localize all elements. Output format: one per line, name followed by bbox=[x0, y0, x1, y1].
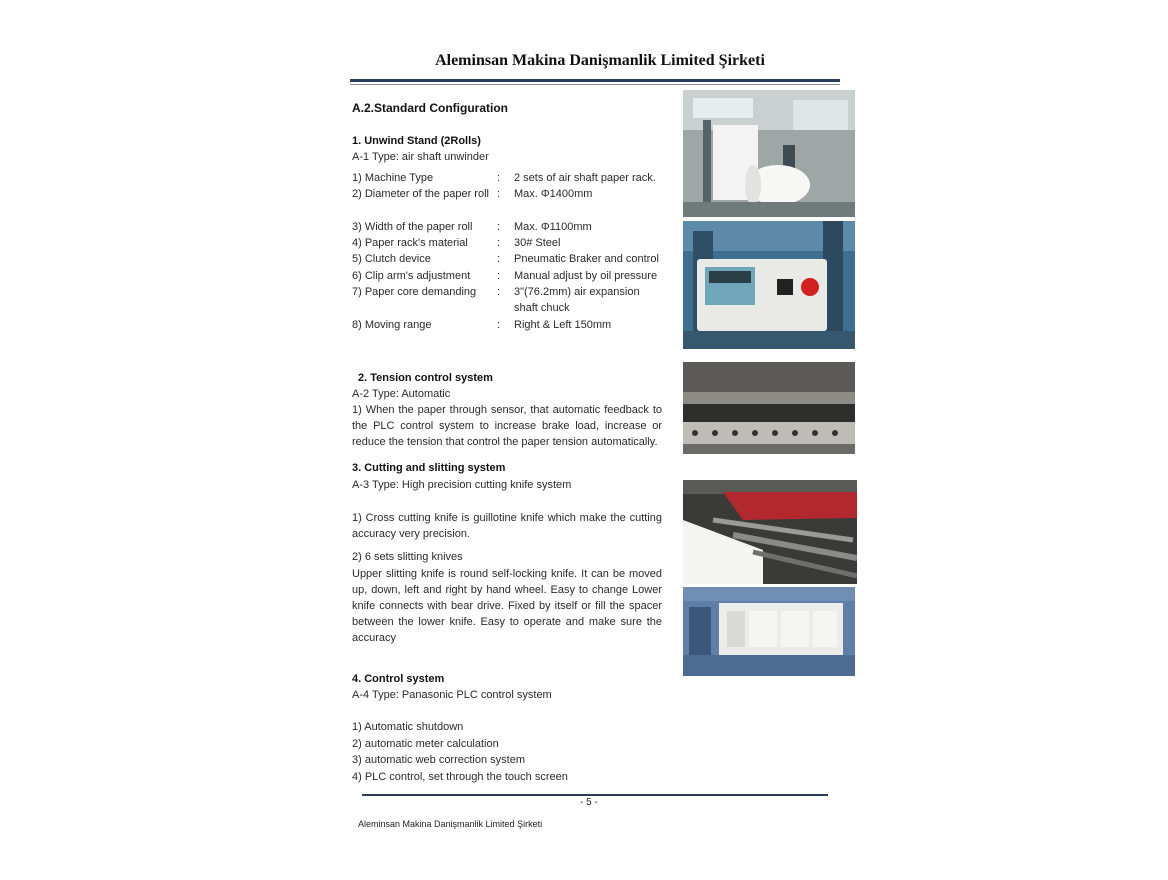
spec-label: 5) Clutch device bbox=[352, 253, 431, 265]
spec-value: Max. Φ1400mm bbox=[514, 188, 593, 200]
cutting-item2-text: Upper slitting knife is round self-locking knife. It can be moved up, down, left and right by hand wheel. Easy to change Lower knife connects with bear drive. Fixed by itself or fill the spacer between the lower knife. Easy to operate and make sure the accuracy bbox=[352, 568, 662, 644]
control-heading: 4. Control system bbox=[352, 673, 445, 685]
header-rule-thin bbox=[350, 84, 840, 85]
spec-label: 6) Clip arm's adjustment bbox=[352, 270, 471, 282]
control-item: 3) automatic web correction system bbox=[352, 754, 526, 766]
spec-label: 2) Diameter of the paper roll bbox=[352, 188, 489, 200]
control-item: 2) automatic meter calculation bbox=[352, 738, 499, 750]
tension-text: 1) When the paper through sensor, that automatic feedback to the PLC control system to increase brake load, increase or reduce the tension that control the paper tension automatically. bbox=[352, 404, 662, 448]
spec-colon: : bbox=[497, 286, 501, 298]
unwind-heading: 1. Unwind Stand (2Rolls) bbox=[352, 135, 481, 147]
spec-label: 4) Paper rack's material bbox=[352, 237, 468, 249]
tension-heading: 2. Tension control system bbox=[358, 372, 493, 384]
spec-colon: : bbox=[497, 319, 501, 331]
spec-colon: : bbox=[497, 221, 501, 233]
header-rule bbox=[350, 79, 840, 82]
factory-unwind-stand-photo bbox=[683, 90, 855, 217]
cutting-item2-title: 2) 6 sets slitting knives bbox=[352, 551, 463, 563]
spec-colon: : bbox=[497, 253, 501, 265]
perforated-knife-bar-photo bbox=[683, 362, 855, 454]
spec-colon: : bbox=[497, 188, 501, 200]
cutting-heading: 3. Cutting and slitting system bbox=[352, 462, 506, 474]
spec-colon: : bbox=[497, 172, 501, 184]
spec-value: 3"(76.2mm) air expansion shaft chuck bbox=[514, 286, 640, 314]
spec-colon: : bbox=[497, 237, 501, 249]
control-type: A-4 Type: Panasonic PLC control system bbox=[352, 689, 552, 701]
cutting-item1: 1) Cross cutting knife is guillotine knife which make the cutting accuracy very precision. bbox=[352, 512, 662, 540]
plc-module-photo bbox=[683, 587, 855, 676]
control-item: 1) Automatic shutdown bbox=[352, 721, 464, 733]
spec-label: 3) Width of the paper roll bbox=[352, 221, 473, 233]
company-header: Aleminsan Makina Danişmanlik Limited Şirketi bbox=[435, 52, 765, 69]
page-number: - 5 - bbox=[580, 797, 598, 808]
spec-label: 7) Paper core demanding bbox=[352, 286, 477, 298]
footer-company: Aleminsan Makina Danişmanlik Limited Şirketi bbox=[358, 819, 543, 829]
spec-value: 2 sets of air shaft paper rack. bbox=[514, 172, 656, 184]
spec-value: Max. Φ1100mm bbox=[514, 221, 592, 233]
control-item: 4) PLC control, set through the touch screen bbox=[352, 771, 568, 783]
spec-label: 1) Machine Type bbox=[352, 172, 434, 184]
footer-rule bbox=[362, 794, 828, 796]
cutting-type: A-3 Type: High precision cutting knife system bbox=[352, 479, 572, 491]
cutting-rollers-photo bbox=[683, 480, 857, 584]
spec-value: Right & Left 150mm bbox=[514, 319, 612, 331]
spec-colon: : bbox=[497, 270, 501, 282]
control-panel-photo bbox=[683, 221, 855, 349]
section-title: A.2.Standard Configuration bbox=[352, 101, 508, 115]
tension-type: A-2 Type: Automatic bbox=[352, 388, 451, 400]
spec-value: 30# Steel bbox=[514, 237, 561, 249]
spec-value: Manual adjust by oil pressure bbox=[514, 270, 658, 282]
spec-value: Pneumatic Braker and control bbox=[514, 253, 659, 265]
unwind-type: A-1 Type: air shaft unwinder bbox=[352, 151, 489, 163]
spec-label: 8) Moving range bbox=[352, 319, 432, 331]
